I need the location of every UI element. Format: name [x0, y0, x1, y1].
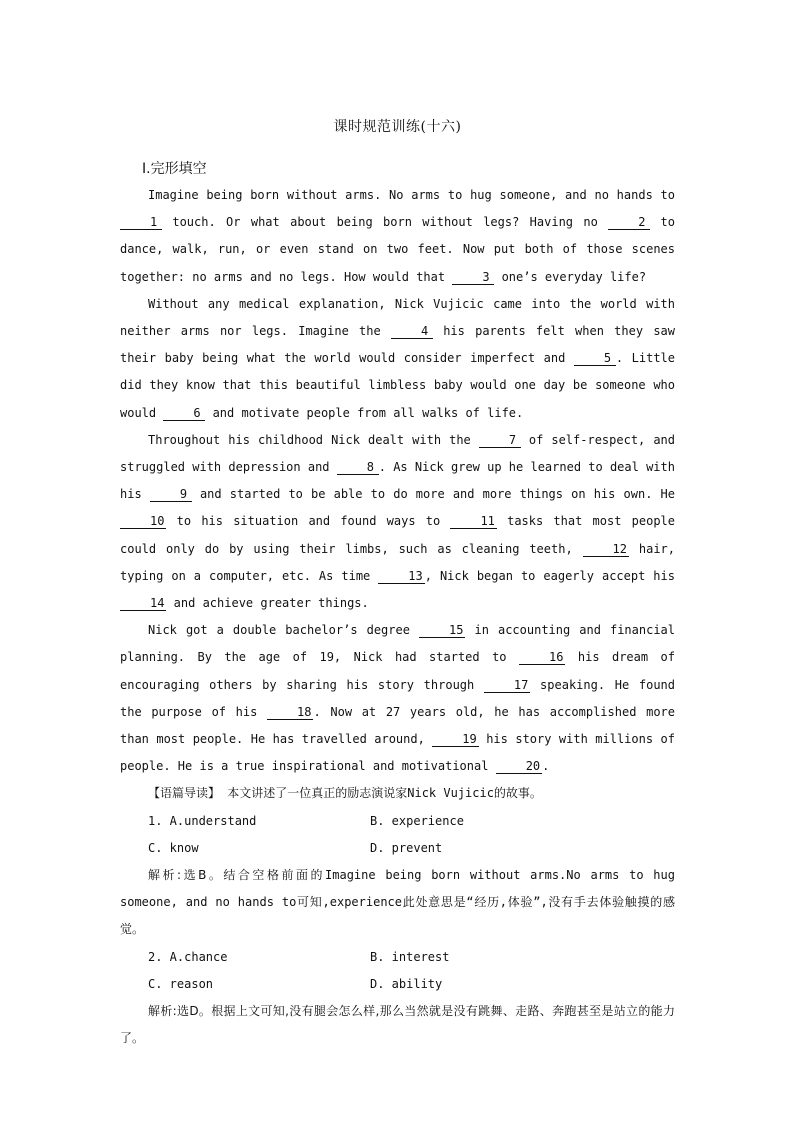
blank-5: 5 [574, 351, 616, 366]
section-heading: Ⅰ.完形填空 [142, 161, 207, 177]
q1-option-a: 1. A.understand [148, 813, 257, 828]
document-body [120, 182, 675, 1053]
blank-12: 12 [583, 542, 629, 557]
question-2-options-row-1 [120, 944, 675, 971]
question-1-options-row-2 [120, 835, 675, 862]
q2-option-c: C. reason [148, 976, 214, 991]
blank-19: 19 [432, 732, 478, 747]
passage-paragraph-3: Throughout his childhood Nick dealt with the 7 of self-respect, and struggled with depression and 8 . As Nick grew up he learned to deal with his 9 and started to be able to do more and more things on his own. He 10 to his situation and found ways to 11 tasks that most people could only do by using their limbs, such as cleaning teeth, 12 hair, typing on a computer, etc. As time 13 , Nick began to eagerly accept his 14 and achieve greater things. [120, 432, 675, 611]
passage-paragraph-2: Without any medical explanation, Nick Vujicic came into the world with neither arms nor legs. Imagine the 4 his parents felt when they saw their baby being what the world would consider imperfect and 5 . Little did they know that this beautiful limbless baby would one day be someone who would 6 and motivate people from all walks of life. [120, 296, 676, 420]
blank-11: 11 [450, 514, 496, 529]
blank-14: 14 [120, 596, 166, 611]
blank-8: 8 [337, 460, 379, 475]
q1-analysis-text: 结合空格前面的Imagine being born without arms.No arms to hug someone, and no hands to可知,experience此处意思是“经历,体验”,没有手去体验触摸的感觉。 [120, 868, 675, 937]
q1-option-d: D. prevent [370, 840, 443, 855]
blank-15: 15 [419, 623, 465, 638]
reading-guide-label: 【语篇导读】 [148, 786, 221, 801]
blank-7: 7 [479, 433, 521, 448]
passage-paragraph-1: Imagine being born without arms. No arms to hug someone, and no hands to 1 touch. Or what about being born without legs? Having no 2 to dance, walk, run, or even stand on two feet. Now put both of those scenes together: no arms and no legs. How would that 3 one’s everyday life? [120, 188, 675, 284]
question-2-analysis [120, 998, 675, 1052]
blank-10: 10 [120, 514, 166, 529]
question-1-analysis [120, 862, 675, 944]
q2-analysis-text: 根据上文可知,没有腿会怎么样,那么当然就是没有跳舞、走路、奔跑甚至是站立的能力了。 [120, 1004, 675, 1046]
q2-option-d: D. ability [370, 976, 443, 991]
q1-option-c: C. know [148, 840, 199, 855]
q2-analysis-label: 解析:选D。 [148, 1004, 212, 1019]
blank-1: 1 [120, 215, 162, 230]
page-title: 课时规范训练(十六) [333, 119, 462, 135]
blank-2: 2 [608, 215, 650, 230]
blank-6: 6 [163, 406, 205, 421]
passage-paragraph-4: Nick got a double bachelor’s degree 15 in accounting and financial planning. By the age of 19, Nick had started to 16 his dream of encouraging others by sharing his story through 17 speaking. He found the purpose of his 18 . Now at 27 years old, he has accomplished more than most people. He has travelled around, 19 his story with millions of people. He is a true inspirational and motivational 20 . [120, 623, 675, 774]
blank-13: 13 [378, 569, 424, 584]
reading-guide-text: 本文讲述了一位真正的励志演说家Nick Vujicic的故事。 [220, 786, 542, 801]
blank-16: 16 [519, 650, 565, 665]
q2-option-b: B. interest [370, 949, 450, 964]
q1-analysis-label: 解析:选B。 [148, 868, 224, 883]
blank-9: 9 [150, 487, 192, 502]
question-2-options-row-2 [120, 971, 675, 998]
blank-18: 18 [267, 705, 313, 720]
blank-3: 3 [452, 270, 494, 285]
question-1-options-row-1 [120, 808, 675, 835]
blank-17: 17 [484, 678, 530, 693]
q2-option-a: 2. A.chance [148, 949, 228, 964]
blank-20: 20 [496, 759, 542, 774]
reading-guide [120, 780, 675, 807]
blank-4: 4 [391, 324, 433, 339]
q1-option-b: B. experience [370, 813, 464, 828]
